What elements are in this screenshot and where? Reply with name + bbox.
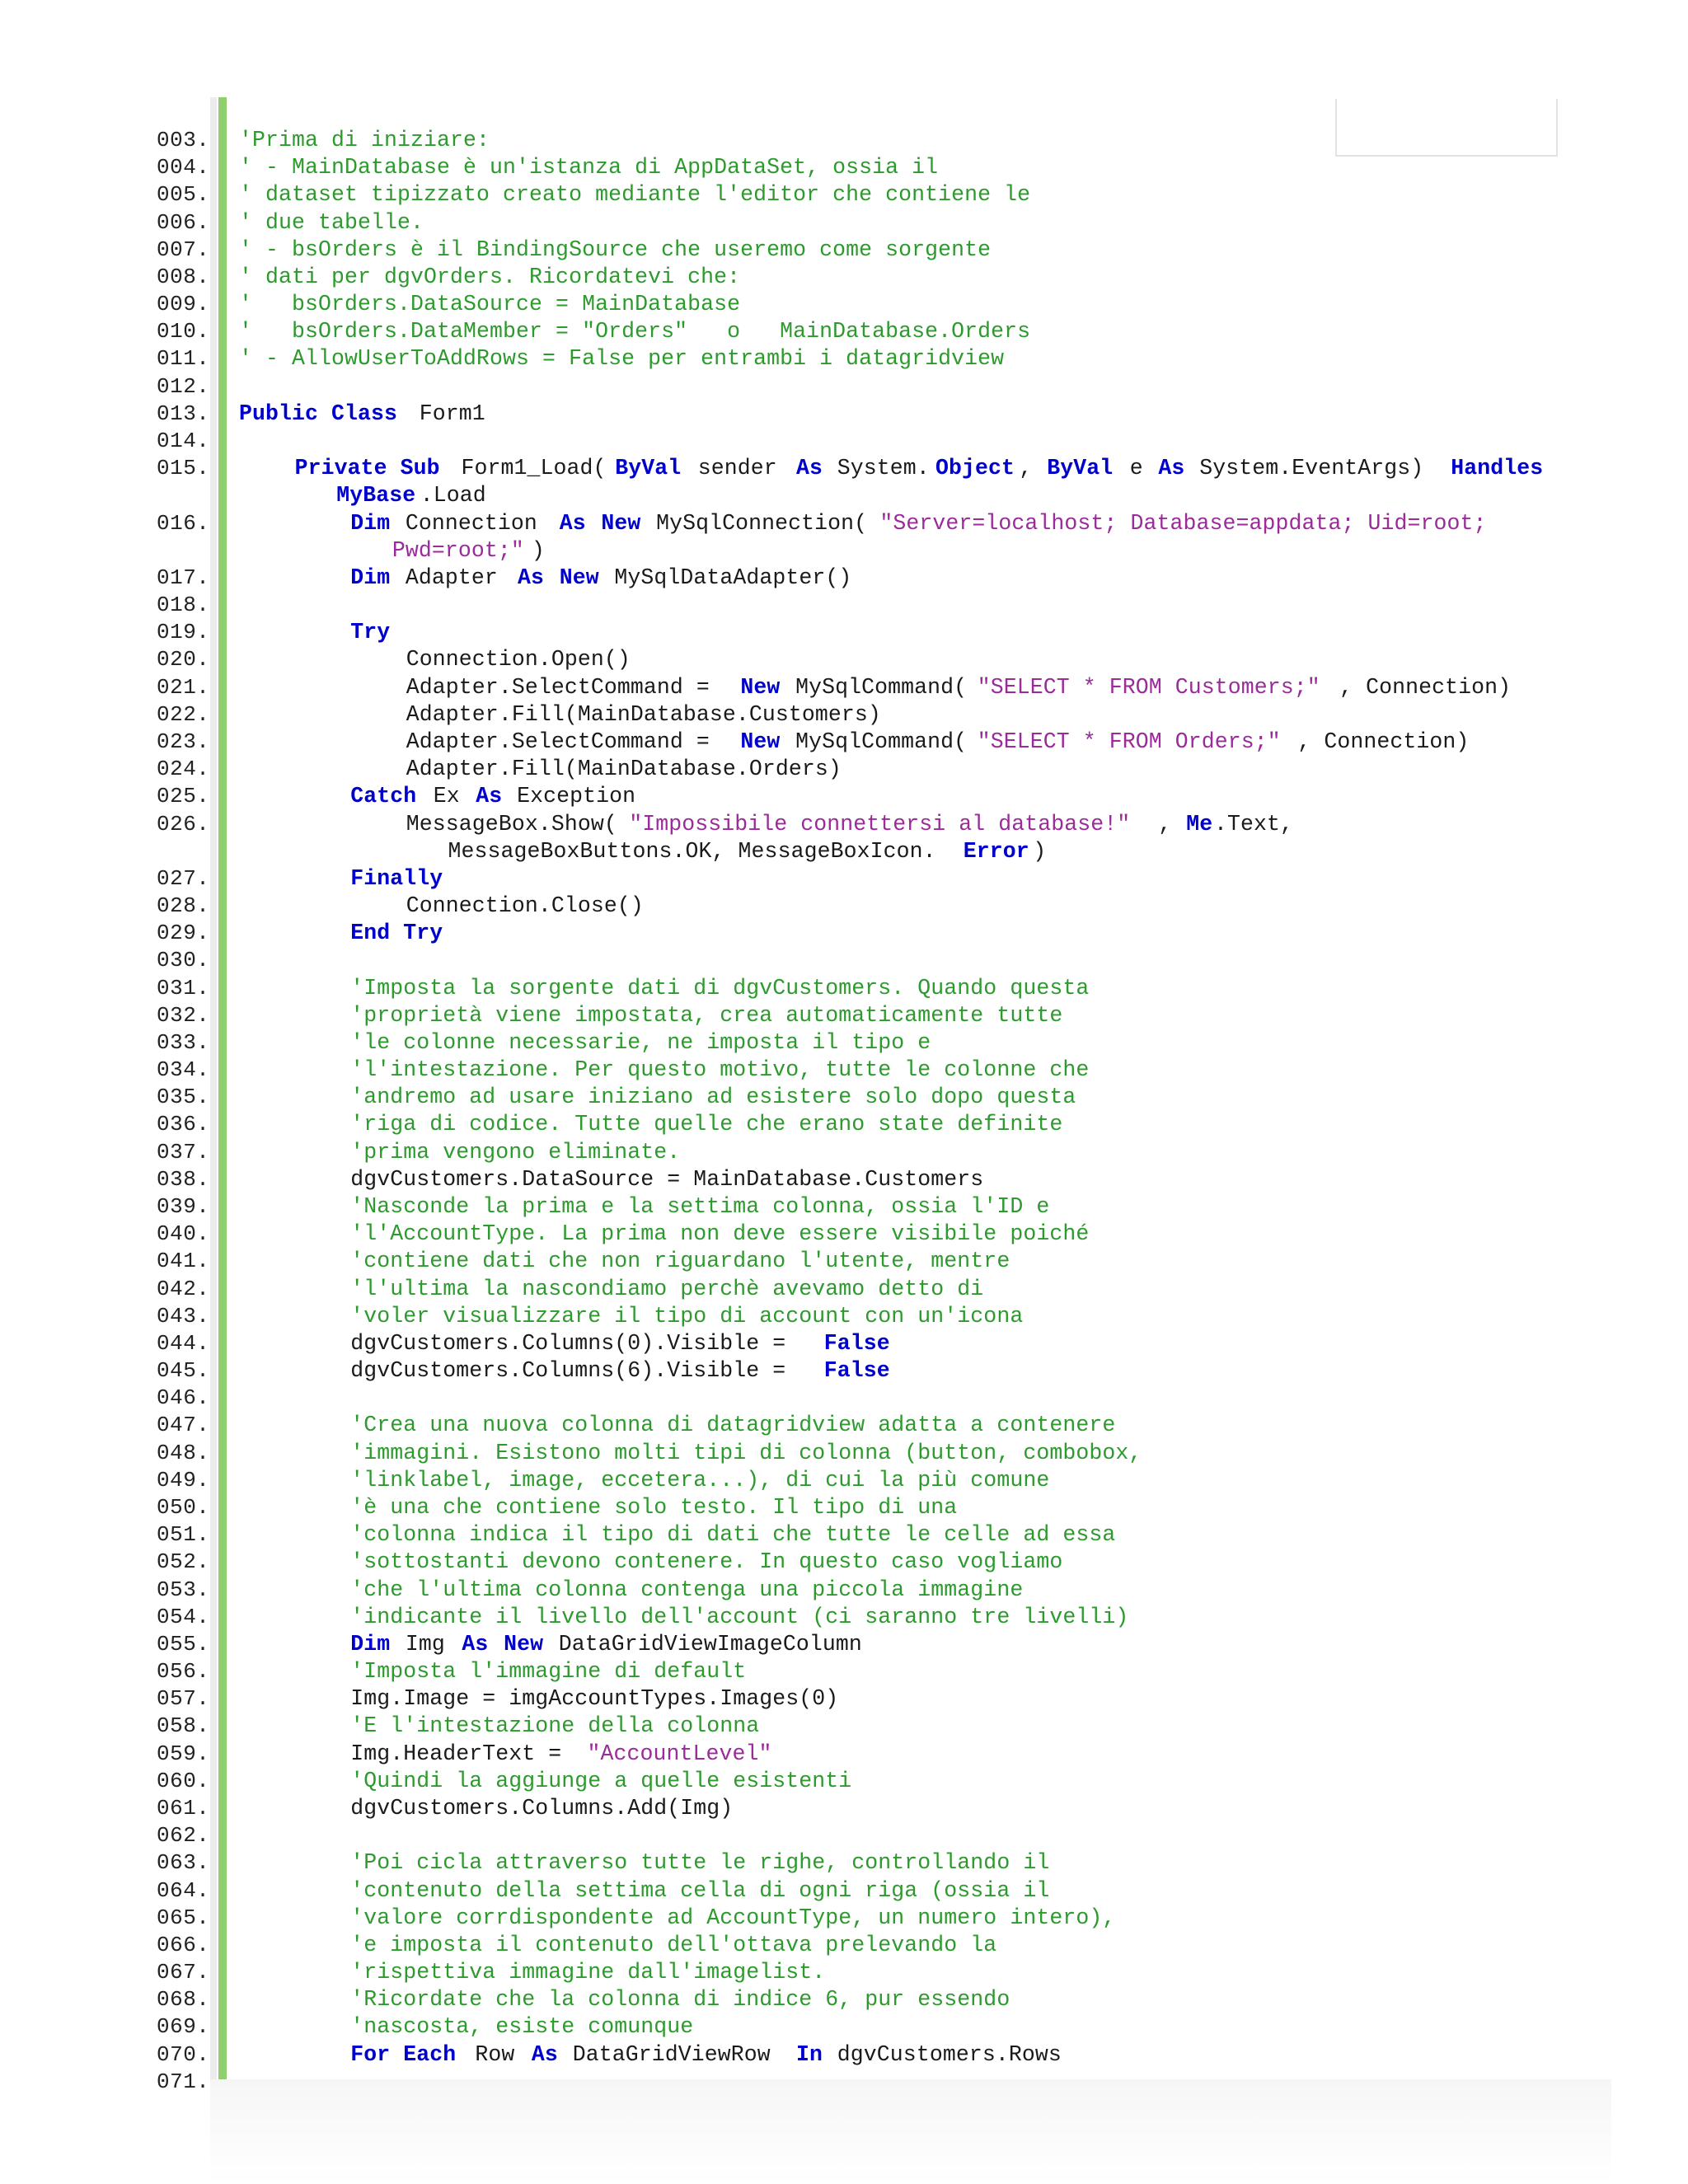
code-text: e bbox=[1116, 456, 1156, 481]
code-line bbox=[0, 2013, 1688, 2041]
code-keyword: New bbox=[504, 1631, 544, 1657]
code-comment: 'E l'intestazione della colonna bbox=[350, 1713, 760, 1739]
code-keyword: MyBase bbox=[336, 483, 416, 509]
line-number: 060. bbox=[157, 1768, 210, 1793]
line-number: 006. bbox=[157, 209, 210, 235]
code-line bbox=[0, 592, 1688, 619]
code-comment: 'Crea una nuova colonna di datagridview adatta a contenere bbox=[350, 1413, 1116, 1438]
line-number: 010. bbox=[157, 319, 210, 344]
code-line bbox=[0, 1276, 1688, 1303]
code-keyword: ByVal bbox=[1047, 456, 1114, 481]
code-line bbox=[0, 1849, 1688, 1877]
line-number: 058. bbox=[157, 1713, 210, 1739]
code-keyword: As bbox=[518, 565, 545, 590]
line-number: 017. bbox=[157, 565, 210, 590]
line-number: 026. bbox=[157, 811, 210, 837]
code-comment: 'Imposta l'immagine di default bbox=[350, 1659, 747, 1685]
code-comment: 'e imposta il contenuto dell'ottava prelevando la bbox=[350, 1932, 997, 1957]
code-comment: 'Nasconde la prima e la settima colonna, ossia l'ID e bbox=[350, 1194, 1050, 1220]
line-number: 063. bbox=[157, 1850, 210, 1876]
code-keyword: Dim bbox=[350, 1631, 391, 1657]
code-keyword: False bbox=[823, 1330, 890, 1356]
code-line bbox=[0, 181, 1688, 209]
code-line bbox=[0, 1467, 1688, 1494]
code-line bbox=[0, 1330, 1688, 1357]
code-line bbox=[0, 2041, 1688, 2069]
line-number: 014. bbox=[157, 428, 210, 453]
line-number: 008. bbox=[157, 264, 210, 289]
line-number: 047. bbox=[157, 1413, 210, 1438]
line-number: 019. bbox=[157, 620, 210, 645]
code-line bbox=[0, 1002, 1688, 1029]
code-keyword: ByVal bbox=[615, 456, 682, 481]
code-keyword: Dim bbox=[350, 565, 391, 590]
line-number: 004. bbox=[157, 155, 210, 180]
code-keyword: Public Class bbox=[239, 401, 398, 426]
code-comment: 'è una che contiene solo testo. Il tipo di una bbox=[350, 1495, 958, 1520]
line-number: 061. bbox=[157, 1795, 210, 1821]
code-line bbox=[0, 1631, 1688, 1658]
code-text: System. bbox=[823, 456, 930, 481]
code-keyword: Try bbox=[350, 620, 391, 645]
code-comment: ' bsOrders.DataMember = "Orders" o MainDatabase.Orders bbox=[239, 319, 1031, 344]
code-text: MySqlCommand( bbox=[782, 674, 968, 700]
line-number: 046. bbox=[157, 1385, 210, 1411]
code-line bbox=[0, 865, 1688, 893]
line-number: 016. bbox=[157, 510, 210, 536]
code-comment: 'sottostanti devono contenere. In questo caso vogliamo bbox=[350, 1549, 1063, 1575]
code-keyword: As bbox=[462, 1631, 489, 1657]
line-number: 024. bbox=[157, 757, 210, 782]
line-number: 018. bbox=[157, 593, 210, 618]
code-line bbox=[0, 1604, 1688, 1631]
code-comment: 'contiene dati che non riguardano l'utente, mentre bbox=[350, 1249, 1010, 1274]
code-text: Connection.Close() bbox=[406, 893, 644, 919]
code-line bbox=[0, 565, 1688, 592]
code-line bbox=[0, 1521, 1688, 1549]
code-text: ) bbox=[531, 537, 545, 563]
code-text: dgvCustomers.DataSource = MainDatabase.Customers bbox=[350, 1166, 984, 1192]
code-comment: 'Quindi la aggiunge a quelle esistenti bbox=[350, 1768, 852, 1793]
code-text: .Load bbox=[420, 483, 486, 509]
code-keyword: As bbox=[796, 456, 823, 481]
code-text: Adapter.Fill(MainDatabase.Orders) bbox=[406, 757, 842, 782]
code-line bbox=[0, 264, 1688, 291]
code-line bbox=[0, 1741, 1688, 1768]
code-line bbox=[0, 1658, 1688, 1685]
code-line bbox=[0, 1713, 1688, 1740]
line-number: 030. bbox=[157, 948, 210, 973]
line-number: 068. bbox=[157, 1987, 210, 2013]
line-number: 028. bbox=[157, 893, 210, 919]
code-keyword: Error bbox=[963, 838, 1029, 864]
code-text: dgvCustomers.Columns(6).Visible = bbox=[350, 1358, 799, 1384]
code-line bbox=[0, 291, 1688, 318]
code-string: "AccountLevel" bbox=[587, 1741, 772, 1766]
line-number: 033. bbox=[157, 1029, 210, 1055]
code-text: Ex bbox=[420, 784, 473, 809]
code-text: , Connection) bbox=[1297, 729, 1470, 754]
code-comment: ' dati per dgvOrders. Ricordatevi che: bbox=[239, 264, 741, 289]
line-number: 027. bbox=[157, 865, 210, 891]
line-number: 043. bbox=[157, 1303, 210, 1329]
code-text: sender bbox=[684, 456, 790, 481]
code-comment: 'colonna indica il tipo di dati che tutte le celle ad essa bbox=[350, 1522, 1116, 1548]
code-line bbox=[0, 838, 1688, 865]
code-comment: 'riga di codice. Tutte quelle che erano state definite bbox=[350, 1112, 1063, 1137]
code-line bbox=[0, 1577, 1688, 1604]
code-text: Img.Image = imgAccountTypes.Images(0) bbox=[350, 1686, 839, 1712]
code-line bbox=[0, 619, 1688, 646]
code-line bbox=[0, 1905, 1688, 1932]
code-text: dgvCustomers.Rows bbox=[823, 2041, 1062, 2067]
code-comment: 'l'AccountType. La prima non deve essere visibile poiché bbox=[350, 1221, 1090, 1247]
code-line bbox=[0, 674, 1688, 701]
line-number: 057. bbox=[157, 1686, 210, 1712]
code-keyword: New bbox=[601, 510, 641, 536]
code-keyword: Dim bbox=[350, 510, 391, 536]
line-number: 015. bbox=[157, 456, 210, 481]
code-text: , Connection) bbox=[1339, 674, 1512, 700]
line-number: 038. bbox=[157, 1166, 210, 1192]
code-line bbox=[0, 401, 1688, 428]
code-line bbox=[0, 1549, 1688, 1576]
code-line bbox=[0, 1795, 1688, 1822]
line-number: 020. bbox=[157, 647, 210, 673]
code-keyword: As bbox=[476, 784, 503, 809]
code-line bbox=[0, 1357, 1688, 1385]
code-line bbox=[0, 1084, 1688, 1111]
code-line bbox=[0, 1221, 1688, 1248]
code-comment: 'valore corrdispondente ad AccountType, un numero intero), bbox=[350, 1905, 1116, 1930]
line-number: 032. bbox=[157, 1002, 210, 1028]
code-text: MySqlCommand( bbox=[782, 729, 968, 754]
code-text: dgvCustomers.Columns.Add(Img) bbox=[350, 1795, 734, 1821]
code-text: Connection.Open() bbox=[406, 647, 631, 673]
code-comment: ' - AllowUserToAddRows = False per entrambi i datagridview bbox=[239, 346, 1005, 372]
code-text: Img.HeaderText = bbox=[350, 1741, 575, 1766]
code-comment: 'immagini. Esistono molti tipi di colonna (button, combobox, bbox=[350, 1440, 1142, 1465]
line-number: 053. bbox=[157, 1577, 210, 1602]
code-comment: 'Ricordate che la colonna di indice 6, pur essendo bbox=[350, 1987, 1010, 2013]
line-number: 066. bbox=[157, 1932, 210, 1957]
code-line bbox=[0, 947, 1688, 974]
code-line bbox=[0, 318, 1688, 345]
code-line bbox=[0, 1877, 1688, 1905]
code-line bbox=[0, 428, 1688, 455]
code-keyword: New bbox=[740, 729, 781, 754]
line-number: 023. bbox=[157, 729, 210, 754]
line-number: 069. bbox=[157, 2014, 210, 2040]
code-comment: ' due tabelle. bbox=[239, 209, 424, 235]
code-line bbox=[0, 1494, 1688, 1521]
code-line bbox=[0, 1768, 1688, 1795]
line-number: 031. bbox=[157, 975, 210, 1001]
code-comment: 'linklabel, image, eccetera...), di cui la più comune bbox=[350, 1467, 1050, 1493]
code-text: Row bbox=[462, 2041, 528, 2067]
code-keyword: Catch bbox=[350, 784, 417, 809]
code-text: DataGridViewImageColumn bbox=[545, 1631, 862, 1657]
line-number: 034. bbox=[157, 1057, 210, 1083]
code-text bbox=[546, 565, 559, 592]
code-line bbox=[0, 811, 1688, 838]
line-number: 040. bbox=[157, 1221, 210, 1247]
code-string: Pwd=root;" bbox=[392, 537, 524, 563]
code-keyword: Me bbox=[1186, 811, 1213, 837]
line-number: 036. bbox=[157, 1112, 210, 1137]
code-comment: 'prima vengono eliminate. bbox=[350, 1139, 681, 1165]
line-number: 052. bbox=[157, 1549, 210, 1575]
code-line bbox=[0, 1932, 1688, 1959]
line-number: 056. bbox=[157, 1659, 210, 1685]
code-comment: 'voler visualizzare il tipo di account con un'icona bbox=[350, 1303, 1024, 1329]
line-number: 003. bbox=[157, 128, 210, 152]
line-number: 041. bbox=[157, 1249, 210, 1274]
code-text: Adapter.SelectCommand = bbox=[406, 729, 723, 754]
line-number: 050. bbox=[157, 1495, 210, 1520]
line-number: 042. bbox=[157, 1276, 210, 1301]
code-text: Connection bbox=[392, 510, 551, 536]
line-number: 035. bbox=[157, 1085, 210, 1110]
code-text: Adapter.SelectCommand = bbox=[406, 674, 723, 700]
line-number: 065. bbox=[157, 1905, 210, 1930]
code-line bbox=[0, 1111, 1688, 1138]
code-string: "Server=localhost; Database=appdata; Uid=root; bbox=[879, 510, 1487, 536]
code-keyword: Finally bbox=[350, 865, 443, 891]
code-line bbox=[0, 2069, 1688, 2096]
code-keyword: Private Sub bbox=[294, 456, 440, 481]
code-keyword: Object bbox=[935, 456, 1015, 481]
line-number: 049. bbox=[157, 1467, 210, 1493]
line-number: 029. bbox=[157, 921, 210, 946]
code-text: MySqlConnection( bbox=[643, 510, 868, 536]
line-number: 059. bbox=[157, 1741, 210, 1766]
code-text: , bbox=[1019, 456, 1046, 481]
code-line bbox=[0, 209, 1688, 237]
code-line bbox=[0, 537, 1688, 565]
code-keyword: Handles bbox=[1451, 456, 1544, 481]
code-text: MessageBox.Show( bbox=[406, 811, 617, 837]
code-line bbox=[0, 920, 1688, 947]
code-keyword: False bbox=[823, 1358, 890, 1384]
code-line bbox=[0, 237, 1688, 264]
line-number: 051. bbox=[157, 1522, 210, 1548]
code-line bbox=[0, 373, 1688, 401]
code-line bbox=[0, 1139, 1688, 1166]
code-line bbox=[0, 1440, 1688, 1467]
code-comment: 'contenuto della settima cella di ogni riga (ossia il bbox=[350, 1877, 1050, 1903]
code-text: MySqlDataAdapter() bbox=[601, 565, 852, 590]
code-comment: ' - bsOrders è il BindingSource che useremo come sorgente bbox=[239, 237, 992, 262]
line-number: 039. bbox=[157, 1194, 210, 1220]
code-text: DataGridViewRow bbox=[559, 2041, 784, 2067]
code-comment: ' bsOrders.DataSource = MainDatabase bbox=[239, 292, 741, 317]
code-line bbox=[0, 345, 1688, 373]
code-text bbox=[588, 510, 601, 537]
code-text: , bbox=[1158, 811, 1185, 837]
line-number: 009. bbox=[157, 292, 210, 317]
code-text: System.EventArgs) bbox=[1186, 456, 1437, 481]
line-number: 070. bbox=[157, 2041, 210, 2067]
line-number: 064. bbox=[157, 1877, 210, 1903]
code-line bbox=[0, 455, 1688, 482]
line-number: 011. bbox=[157, 346, 210, 372]
code-line bbox=[0, 729, 1688, 756]
code-line bbox=[0, 1986, 1688, 2013]
code-comment: 'proprietà viene impostata, crea automaticamente tutte bbox=[350, 1002, 1063, 1028]
code-line bbox=[0, 1303, 1688, 1330]
line-number: 037. bbox=[157, 1139, 210, 1165]
code-string: "SELECT * FROM Orders;" bbox=[977, 729, 1281, 754]
code-line bbox=[0, 482, 1688, 509]
code-comment: 'Prima di iniziare: bbox=[239, 128, 490, 152]
code-keyword: New bbox=[740, 674, 781, 700]
code-line bbox=[0, 1822, 1688, 1849]
code-text: Form1 bbox=[406, 401, 485, 426]
code-text: ) bbox=[1033, 838, 1047, 864]
line-number: 012. bbox=[157, 373, 210, 399]
code-text: Form1_Load( bbox=[448, 456, 607, 481]
code-line bbox=[0, 975, 1688, 1002]
code-text: Img bbox=[392, 1631, 458, 1657]
code-comment: 'l'ultima la nascondiamo perchè avevamo detto di bbox=[350, 1276, 984, 1301]
line-number: 045. bbox=[157, 1358, 210, 1384]
code-comment: 'rispettiva immagine dall'imagelist. bbox=[350, 1960, 826, 1985]
code-line bbox=[0, 1029, 1688, 1057]
code-text: MessageBoxButtons.OK, MessageBoxIcon. bbox=[448, 838, 936, 864]
code-comment: 'che l'ultima colonna contenga una piccola immagine bbox=[350, 1577, 1024, 1602]
line-number: 005. bbox=[157, 182, 210, 208]
code-line bbox=[0, 1166, 1688, 1193]
code-text: .Text, bbox=[1214, 811, 1294, 837]
code-line bbox=[0, 1685, 1688, 1713]
line-number: 067. bbox=[157, 1960, 210, 1985]
code-comment: ' dataset tipizzato creato mediante l'editor che contiene le bbox=[239, 182, 1031, 208]
code-comment: 'le colonne necessarie, ne imposta il tipo e bbox=[350, 1029, 931, 1055]
line-number: 062. bbox=[157, 1823, 210, 1849]
line-number: 007. bbox=[157, 237, 210, 262]
line-number: 022. bbox=[157, 701, 210, 727]
code-line bbox=[0, 1057, 1688, 1084]
code-line bbox=[0, 1193, 1688, 1221]
code-comment: ' - MainDatabase è un'istanza di AppDataSet, ossia il bbox=[239, 155, 939, 180]
code-keyword: New bbox=[559, 565, 599, 590]
code-line bbox=[0, 756, 1688, 783]
code-keyword: For Each bbox=[350, 2041, 457, 2067]
line-number: 055. bbox=[157, 1631, 210, 1657]
code-keyword: In bbox=[796, 2041, 823, 2067]
code-keyword: As bbox=[559, 510, 586, 536]
code-line bbox=[0, 127, 1688, 154]
code-comment: 'Imposta la sorgente dati di dgvCustomers. Quando questa bbox=[350, 975, 1090, 1001]
code-comment: 'l'intestazione. Per questo motivo, tutte le colonne che bbox=[350, 1057, 1090, 1083]
line-number: 054. bbox=[157, 1604, 210, 1629]
code-line bbox=[0, 893, 1688, 920]
code-string: "Impossibile connettersi al database!" bbox=[629, 811, 1131, 837]
code-text: dgvCustomers.Columns(0).Visible = bbox=[350, 1330, 799, 1356]
code-comment: 'Poi cicla attraverso tutte le righe, controllando il bbox=[350, 1850, 1050, 1876]
code-text: Adapter bbox=[392, 565, 511, 590]
code-keyword: As bbox=[1158, 456, 1185, 481]
code-line bbox=[0, 510, 1688, 537]
line-number: 071. bbox=[157, 2069, 210, 2094]
code-line bbox=[0, 1959, 1688, 1986]
line-number: 021. bbox=[157, 674, 210, 700]
code-keyword: End Try bbox=[350, 921, 443, 946]
code-text bbox=[490, 1631, 503, 1658]
code-line bbox=[0, 1412, 1688, 1439]
code-string: "SELECT * FROM Customers;" bbox=[977, 674, 1320, 700]
code-line bbox=[0, 701, 1688, 729]
code-line bbox=[0, 154, 1688, 181]
line-number: 013. bbox=[157, 401, 210, 426]
code-comment: 'indicante il livello dell'account (ci saranno tre livelli) bbox=[350, 1604, 1129, 1629]
code-comment: 'andremo ad usare iniziano ad esistere solo dopo questa bbox=[350, 1085, 1076, 1110]
line-number: 044. bbox=[157, 1330, 210, 1356]
code-keyword: As bbox=[531, 2041, 558, 2067]
code-text: Exception bbox=[504, 784, 636, 809]
line-number: 048. bbox=[157, 1440, 210, 1465]
code-comment: 'nascosta, esiste comunque bbox=[350, 2014, 694, 2040]
code-line bbox=[0, 1385, 1688, 1412]
code-line bbox=[0, 1248, 1688, 1275]
code-text: Adapter.Fill(MainDatabase.Customers) bbox=[406, 701, 881, 727]
line-number: 025. bbox=[157, 784, 210, 809]
code-line bbox=[0, 783, 1688, 810]
code-line bbox=[0, 646, 1688, 673]
